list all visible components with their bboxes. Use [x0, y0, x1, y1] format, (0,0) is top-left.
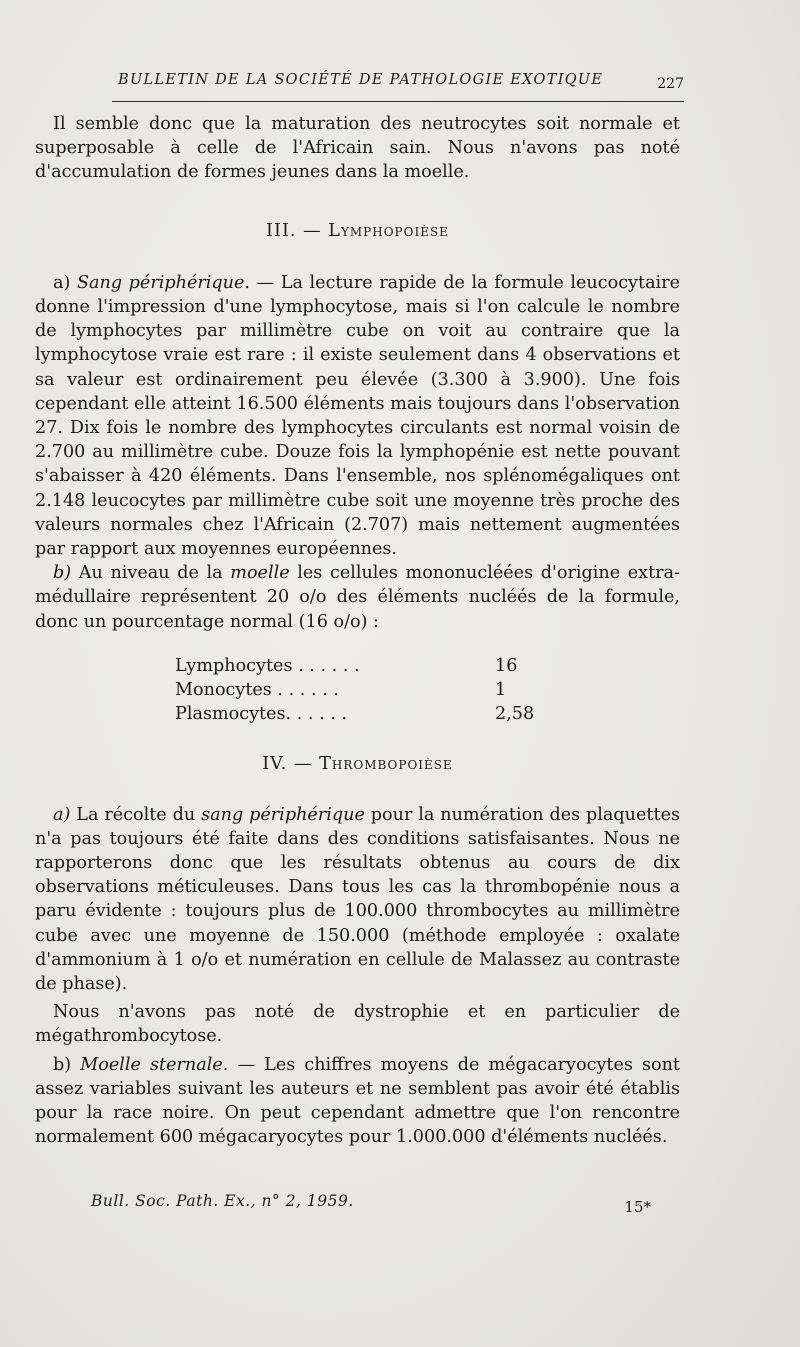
item-marker: a)	[53, 804, 71, 825]
paragraph-text: les cellules mononucléées d'origine extra-médullaire représentent 20 o/o des éléments nucléés de la formule, donc un pourcentage normal (16 o/o) :	[35, 563, 680, 632]
table-row	[175, 702, 555, 726]
paragraph-plaquettes	[35, 803, 680, 997]
journal-citation: Bull. Soc. Path. Ex., n° 2, 1959.	[91, 1192, 354, 1210]
page-footer	[91, 1192, 651, 1216]
paragraph-text: La récolte du	[70, 804, 202, 825]
article-body	[35, 112, 680, 1149]
table-row	[175, 678, 555, 702]
row-label: Monocytes . . . . . .	[175, 680, 339, 701]
row-value: 16	[495, 655, 518, 676]
row-value: 1	[495, 680, 507, 701]
signature-mark: 15*	[624, 1198, 651, 1216]
section-number: IV. —	[262, 754, 313, 775]
running-header	[112, 70, 684, 106]
section-heading-thrombopoiese	[35, 752, 680, 776]
section-title: Thrombopoièse	[319, 754, 453, 775]
paragraph-sang-peripherique	[35, 271, 680, 561]
row-label: Plasmocytes. . . . . .	[175, 704, 348, 725]
table-row	[175, 654, 555, 678]
cell-count-table	[175, 654, 555, 727]
paragraph-dystrophie: Nous n'avons pas noté de dystrophie et en particulier de mégathrombocytose.	[35, 1002, 680, 1047]
paragraph-maturation: Il semble donc que la maturation des neutrocytes soit normale et superposable à celle de l'Africain sain. Nous n'avons pas noté d'accumulation de formes jeunes dans la moelle.	[35, 114, 680, 183]
paragraph-moelle-sternale	[35, 1053, 680, 1150]
journal-title: BULLETIN DE LA SOCIÉTÉ DE PATHOLOGIE EXOTIQUE	[118, 72, 604, 88]
term-sang-peripherique: sang périphérique	[201, 804, 365, 825]
term-moelle: moelle	[230, 563, 290, 584]
item-marker: a)	[53, 272, 71, 293]
section-heading-lymphopoiese	[35, 219, 680, 243]
paragraph-text: pour la numération des plaquettes n'a pas toujours été faite dans des conditions satisfaisantes. Nous ne rapporterons donc que les résultats obtenus au cours de dix observations méticuleuses. Dans tous les cas la thrombopénie nous a paru évidente : toujours plus de 100.000 thrombocytes au millimètre cube avec une moyenne de 150.000 (méthode employée : oxalate d'ammonium à 1 o/o et numération en cellule de Malassez au contraste de phase).	[35, 804, 681, 995]
subheading-sang-peripherique: Sang périphérique.	[76, 272, 251, 293]
paragraph-text: — La lecture rapide de la formule leucocytaire donne l'impression d'une lymphocytose, mais si l'on calcule le nombre de lymphocytes par millimètre cube on voit au contraire que la lymphocytose vraie est rare : il existe seulement dans 4 observations et sa valeur est ordinairement peu élevée (3.300 à 3.900). Une fois cependant elle atteint 16.500 éléments mais toujours dans l'observation 27. Dix fois le nombre des lymphocytes circulants est normal voisin de 2.700 au millimètre cube. Douze fois la lymphopénie est nette pouvant s'abaisser à 420 éléments. Dans l'ensemble, nos splénomégaliques ont 2.148 leucocytes par millimètre cube soit une moyenne très proche des valeurs normales chez l'Africain (2.707) mais nettement augmentées par rapport aux moyennes européennes.	[35, 272, 681, 560]
header-rule	[112, 101, 684, 102]
row-value: 2,58	[495, 704, 535, 725]
item-marker: b)	[53, 1054, 72, 1075]
subheading-moelle-sternale: Moelle sternale.	[80, 1054, 229, 1075]
row-label: Lymphocytes . . . . . .	[175, 655, 360, 676]
paragraph-text: — Les chiffres moyens de mégacaryocytes sont assez variables suivant les auteurs et ne semblent pas avoir été établis pour la race noire. On peut cependant admettre que l'on rencontre normalement 600 mégacaryocytes pour 1.000.000 d'éléments nucléés.	[35, 1054, 681, 1148]
paragraph-moelle	[35, 561, 680, 634]
item-marker: b)	[53, 563, 72, 584]
page-number: 227	[657, 76, 684, 92]
paragraph-text: Au niveau de la	[71, 563, 231, 584]
section-number: III. —	[266, 220, 322, 241]
section-title: Lymphopoièse	[328, 220, 449, 241]
